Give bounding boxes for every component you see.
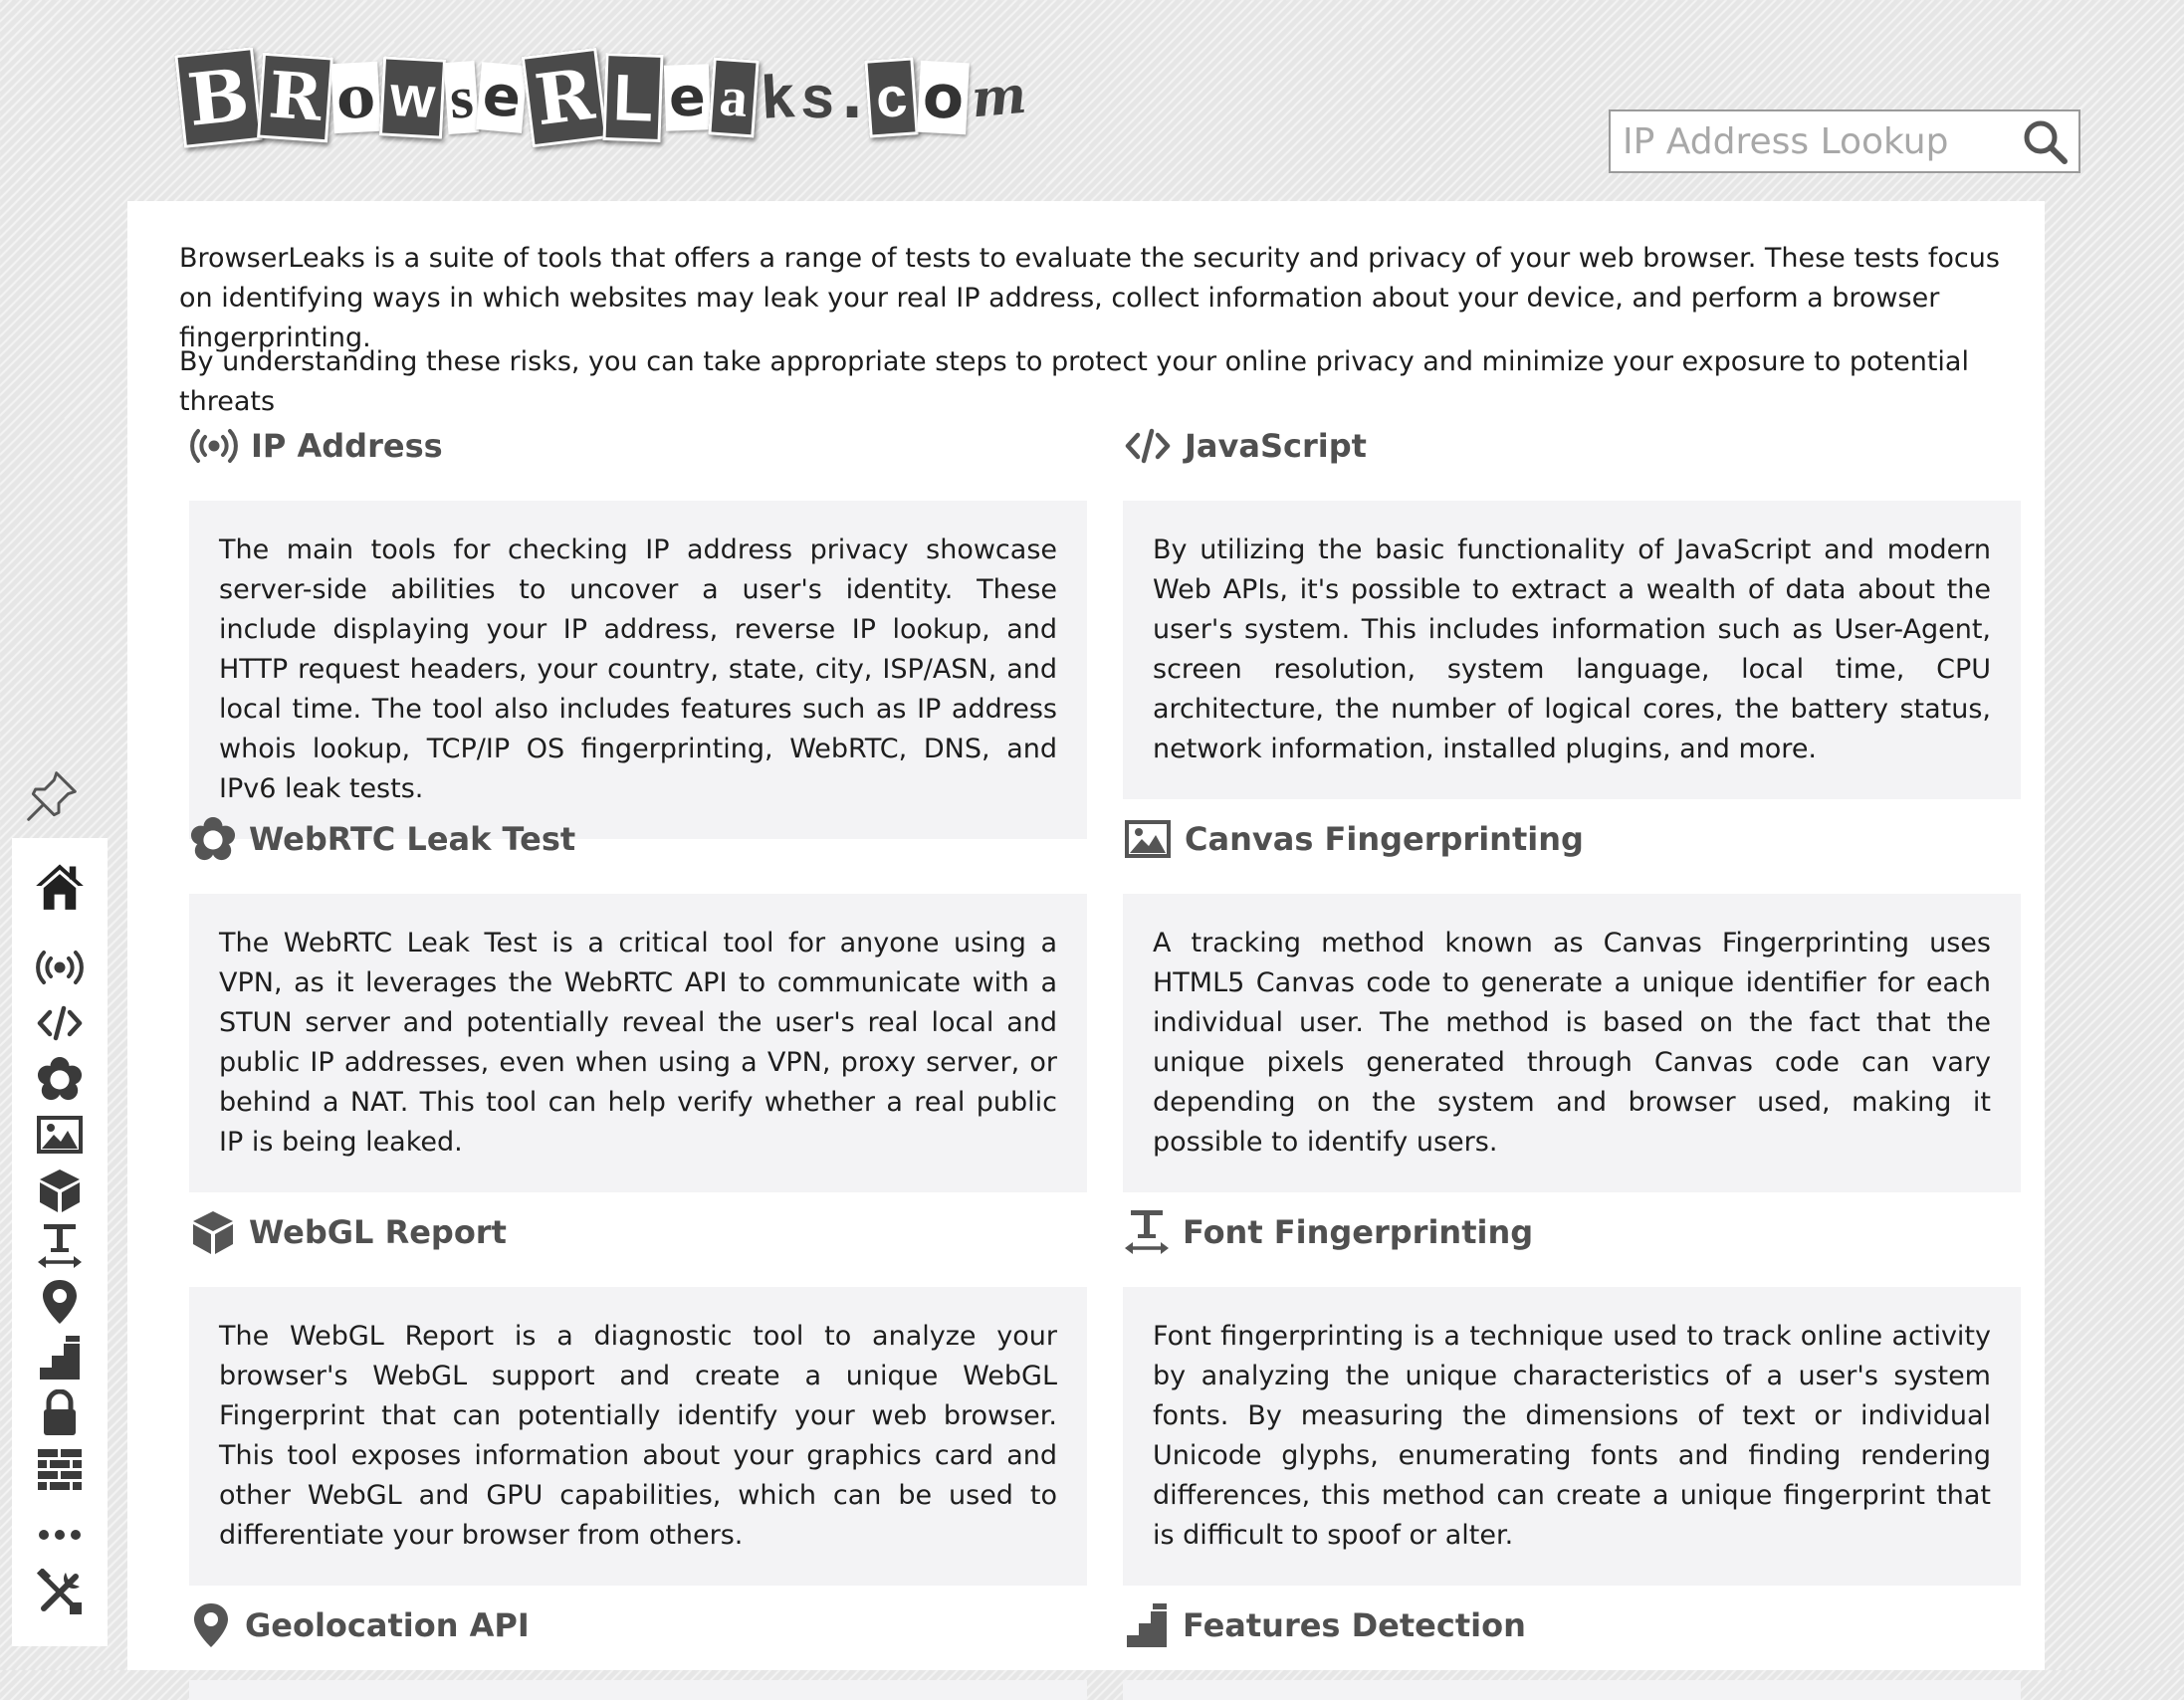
ip-lookup-input[interactable] (1611, 111, 2009, 171)
section-title: WebGL Report (249, 1213, 507, 1251)
section-heading-link[interactable] (189, 1204, 1087, 1260)
sidebar-item-firewall[interactable] (32, 1445, 88, 1493)
section-title: IP Address (251, 427, 443, 465)
sidebar-item-features[interactable] (32, 1334, 88, 1381)
section-description: The WebRTC Leak Test is a critical tool for anyone using a VPN, as it leverages the WebRTC API to communicate with a STUN server and potentially reveal the user's real local and public IP addresses, even when using a VPN, proxy server, or behind a NAT. This tool can help verify whether a real public IP is being leaked. (189, 894, 1087, 1192)
section-canvas-fingerprinting (1123, 811, 2021, 1158)
section-features-detection (1123, 1597, 2021, 1653)
ellipsis-icon (36, 1527, 84, 1543)
section-heading-link[interactable] (1123, 811, 2021, 867)
logo-letter: e (664, 64, 711, 131)
logo-letter: m (969, 64, 1029, 129)
logo-letter: R (522, 47, 608, 147)
logo-letter: R (257, 52, 333, 142)
text-width-icon (36, 1222, 84, 1270)
sidebar-item-fonts[interactable] (32, 1222, 88, 1270)
section-title: Geolocation API (245, 1606, 530, 1644)
logo-letter: o (917, 60, 970, 133)
section-font-fingerprinting (1123, 1204, 2021, 1551)
logo-letter: w (379, 56, 446, 138)
section-description: The WebGL Report is a diagnostic tool to analyze your browser's WebGL support and create a unique WebGL Fingerprint that can potentially identify your web browser. This tool exposes information about your graphics card and other WebGL and GPU capabilities, which can be used to differentiate your browser from others. (189, 1287, 1087, 1586)
sidebar-item-webgl[interactable] (32, 1167, 88, 1214)
section-title: Font Fingerprinting (1183, 1213, 1534, 1251)
ip-lookup-search (1609, 109, 2080, 173)
section-description: A tracking method known as Canvas Fingerprinting uses HTML5 Canvas code to generate a unique identifier for each individual user. The method is based on the fact that the unique pixels generated through Canvas code can vary depending on the system and browser used, making it possible to identify users. (1123, 894, 2021, 1192)
section-description: Font fingerprinting is a technique used to track online activity by analyzing the unique characteristics of a user's system fonts. By measuring the dimensions of text or individual Unicode glyphs, enumerating fonts and finding rendering differences, this method can create a unique fingerprint that is difficult to spoof or alter. (1123, 1287, 2021, 1586)
pin-icon[interactable] (24, 768, 80, 824)
logo-letter: L (603, 53, 664, 142)
section-heading-link[interactable] (189, 811, 1087, 867)
webrtc-icon (36, 1056, 84, 1102)
logo-letter: B (174, 47, 262, 148)
logo-letter: e (476, 62, 528, 133)
section-heading-link[interactable] (1123, 1204, 2021, 1260)
stairs-icon (1123, 1601, 1171, 1649)
section-heading-link[interactable] (189, 1597, 1087, 1653)
sidebar-nav (12, 838, 108, 1646)
image-icon (1123, 819, 1173, 859)
section-title: Features Detection (1183, 1606, 1526, 1644)
home-icon (34, 860, 86, 912)
firewall-icon (36, 1447, 84, 1491)
image-icon (35, 1115, 85, 1155)
cube-icon (36, 1167, 84, 1214)
sidebar-item-tools[interactable] (32, 1569, 88, 1616)
section-body-cutoff (1123, 1680, 2021, 1700)
section-description: By utilizing the basic functionality of JavaScript and modern Web APIs, it's possible to extract a wealth of data about the user's system. This includes information such as User-Agent, screen resolution, system language, local time, CPU architecture, the number of logical cores, the battery status, network information, installed plugins, and more. (1123, 501, 2021, 799)
map-marker-icon (189, 1601, 233, 1649)
section-heading-link[interactable] (1123, 418, 2021, 474)
search-icon[interactable] (2019, 117, 2071, 165)
logo-letter: k (759, 62, 798, 132)
section-webrtc-leak-test (189, 811, 1087, 1158)
sidebar-item-more[interactable] (32, 1511, 88, 1559)
sidebar-item-canvas[interactable] (32, 1111, 88, 1159)
logo-letter: o (330, 61, 380, 132)
lock-icon (40, 1389, 80, 1437)
main-content (127, 201, 2045, 1670)
sidebar-item-geolocation[interactable] (32, 1278, 88, 1326)
site-logo[interactable] (179, 30, 1028, 164)
sidebar-item-ssl[interactable] (32, 1389, 88, 1437)
stairs-icon (36, 1334, 84, 1381)
map-marker-icon (40, 1278, 80, 1326)
sidebar-item-ip-address[interactable] (32, 944, 88, 991)
intro-paragraph: BrowserLeaks is a suite of tools that offers a range of tests to evaluate the security and privacy of your web browser. These tests focus on identifying ways in which websites may leak your real IP address, collect information about your device, and perform a browser fingerprinting. (179, 243, 2000, 353)
webrtc-icon (189, 816, 237, 862)
logo-letter: c (865, 57, 919, 137)
section-heading-link[interactable] (1123, 1597, 2021, 1653)
cube-icon (189, 1208, 237, 1256)
section-geolocation-api (189, 1597, 1087, 1653)
broadcast-icon (189, 426, 239, 466)
section-title: Canvas Fingerprinting (1185, 820, 1584, 858)
section-ip-address (189, 418, 1087, 804)
text-width-icon (1123, 1208, 1171, 1256)
logo-letter: s (799, 62, 837, 131)
section-title: WebRTC Leak Test (249, 820, 576, 858)
section-webgl-report (189, 1204, 1087, 1551)
code-icon (35, 1003, 85, 1043)
sidebar-item-home[interactable] (32, 858, 88, 914)
logo-letter: a (709, 57, 760, 137)
sidebar-item-webrtc[interactable] (32, 1055, 88, 1103)
code-icon (1123, 426, 1173, 466)
section-title: JavaScript (1185, 427, 1367, 465)
section-description: The main tools for checking IP address privacy showcase server-side abilities to uncover a user's identity. These include displaying your IP address, reverse IP lookup, and HTTP request headers, your country, state, city, ISP/ASN, and local time. The tool also includes features such as IP address whois lookup, TCP/IP OS fingerprinting, WebRTC, DNS, and IPv6 leak tests. (189, 501, 1087, 839)
tools-icon (36, 1569, 84, 1616)
sidebar-item-javascript[interactable] (32, 999, 88, 1047)
intro-paragraph: By understanding these risks, you can take appropriate steps to protect your online privacy and minimize your exposure to potential threats (179, 346, 1969, 417)
section-heading-link[interactable] (189, 418, 1087, 474)
section-javascript (1123, 418, 2021, 764)
broadcast-icon (35, 948, 85, 987)
logo-letter: . (840, 62, 864, 132)
logo-letter: s (443, 60, 479, 133)
section-body-cutoff (189, 1680, 1087, 1700)
